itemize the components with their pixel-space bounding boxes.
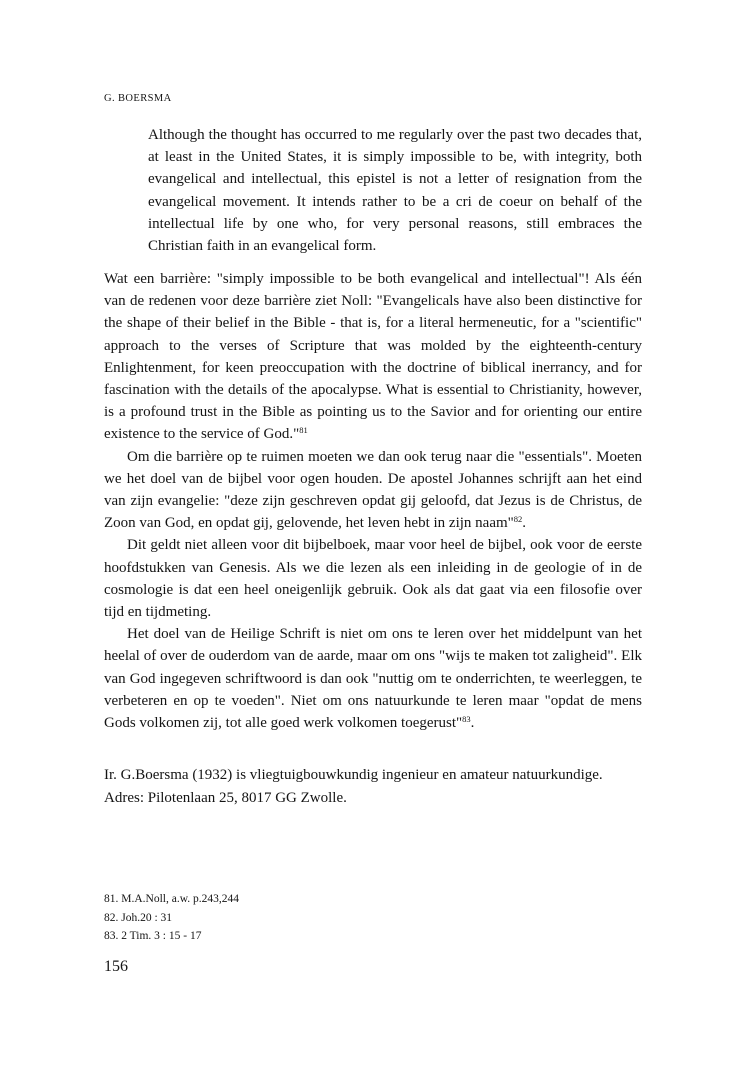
paragraph-4 bbox=[104, 623, 642, 734]
author-bio: Ir. G.Boersma (1932) is vliegtuigbouwkundig ingenieur en amateur natuurkundige. bbox=[104, 767, 603, 783]
footnote-82: 82. Joh.20 : 31 bbox=[104, 911, 173, 924]
paragraph-tail: . bbox=[470, 715, 475, 732]
author-address: Adres: Pilotenlaan 25, 8017 GG Zwolle. bbox=[104, 789, 347, 806]
block-quote-text: Although the thought has occurred to me regularly over the past two decades that, at least in the United States, it is simply impossible to be, with integrity, both evangelical and intellectual, this epistel is not a letter of resignation from the evangelical movement. It intends rather to be a cri de coeur on behalf of the intellectual life by one who, for very personal reasons, still embraces the Christian faith in an evangelical form. bbox=[148, 127, 642, 255]
footnote-ref-82: 82 bbox=[513, 514, 523, 525]
footnote-81: 81. M.A.Noll, a.w. p.243,244 bbox=[104, 893, 240, 905]
paragraph-text: Dit geldt niet alleen voor dit bijbelboek, maar voor heel de bijbel, ook voor de eerste hoofdstukken van Genesis. Als we die lezen als een inleiding in de geologie of in de cosmologie is dat een heel oneigenlijk gebruik. Ook als dat gaat via een filosofie over tijd en tijdmeting. bbox=[104, 537, 642, 621]
footnote-83: 83. 2 Tim. 3 : 15 - 17 bbox=[104, 930, 202, 942]
paragraph-3 bbox=[104, 534, 642, 623]
author-note bbox=[104, 764, 664, 809]
paragraph-text: Wat een barrière: "simply impossible to be both evangelical and intellectual"! Als één van de redenen voor deze barrière ziet Noll: "Evangelicals have also been distinctive for the shape of their belief in the Bible - that is, for a literal hermeneutic, for a "scientific" approach to the verses of Scripture that was molded by the eighteenth-century Enlightenment, for keen preoccupation with the doctrine of biblical inerrancy, and for fascination with the details of the apocalypse. What is essential to Christianity, however, is a profound trust in the Bible as pointing us to the Savior and for orienting our entire existence to the service of God." bbox=[104, 271, 642, 443]
paragraph-1 bbox=[104, 268, 642, 446]
body-text bbox=[104, 268, 642, 734]
page-number: 156 bbox=[104, 958, 128, 975]
block-quote bbox=[148, 124, 642, 257]
footnote-ref-81: 81 bbox=[299, 425, 308, 436]
footnote-ref-83: 83 bbox=[462, 714, 471, 725]
running-head: G. BOERSMA bbox=[104, 93, 172, 104]
paragraph-text: Het doel van de Heilige Schrift is niet om ons te leren over het middelpunt van het heelal of over de ouderdom van de aarde, maar om ons "wijs te maken tot zaligheid". Elk van God ingegeven schriftwoord is dan ook "nuttig om te onderrichten, te weerleggen, te verbeteren en op te voeden". Niet om ons natuurkunde te leren maar "opdat de mens Gods volkomen zij, tot alle goed werk volkomen toegerust" bbox=[104, 626, 642, 732]
paragraph-tail: . bbox=[522, 515, 527, 532]
paragraph-2 bbox=[104, 446, 642, 535]
paragraph-text: Om die barrière op te ruimen moeten we dan ook terug naar die "essentials". Moeten we het doel van de bijbel voor ogen houden. De apostel Johannes schrijft aan het eind van zijn evangelie: "deze zijn geschreven opdat gij geloofd, dat Jezus is de Christus, de Zoon van God, en opdat gij, gelovende, het leven hebt in zijn naam" bbox=[104, 448, 642, 532]
footnotes bbox=[104, 890, 239, 946]
